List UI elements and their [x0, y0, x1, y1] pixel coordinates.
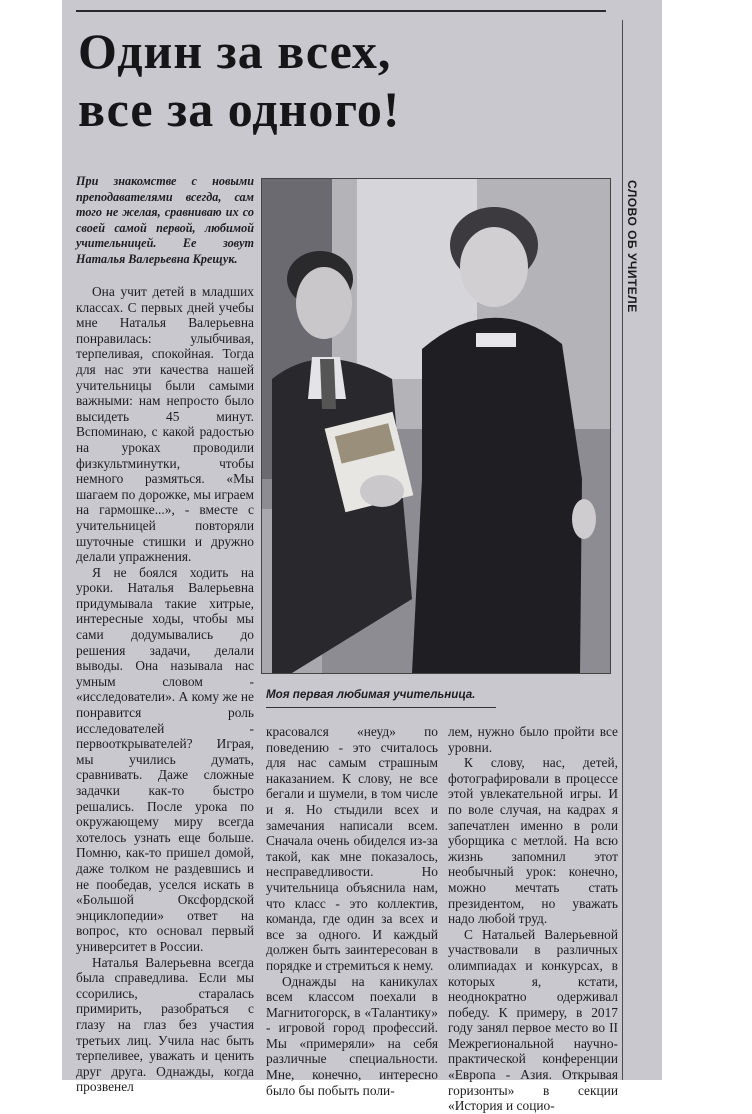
headline-line-1: Один за всех,: [78, 23, 392, 79]
paragraph: Она учит детей в младших классах. С первых дней учебы мне Наталья Валерьевна понравилась: улыбчивая, терпеливая, спокойная. Тогда для нас эти качества нашей учительницы были самыми важными: нам непросто было высидеть 45 минут. Вспоминаю, с какой радостью на уроках проводили физкультминутки, чтобы немного размяться. «Мы шагаем по дорожке, мы играем на гармошке...», - вместе с учительницей повторяли шуточные стишки и дружно делали упражнения.: [76, 284, 254, 565]
paragraph: красовался «неуд» по поведению - это считалось для нас самым страшным наказанием. К слову, не все бегали и шумели, в том числе и я. Но стыдили всех и замечания написали всем. Сначала очень обиделся из-за такой, как мне показалось, несправедливости. Но учительница объяснила нам, что класс - это коллектив, команда, где один за всех и все за одного. И каждый должен быть заинтересован в порядке и стремиться к нему.: [266, 724, 438, 973]
photo-caption: Моя первая любимая учительница.: [266, 688, 476, 701]
article-column-2: [266, 724, 438, 1098]
top-rule: [76, 10, 606, 12]
section-label-text: СЛОВО ОБ УЧИТЕЛЕ: [625, 180, 639, 313]
section-label: [625, 180, 645, 440]
article-column-3: [448, 724, 618, 1114]
column-divider: [622, 20, 623, 1080]
paragraph: С Натальей Валерьевной участвовали в различных олимпиадах и конкурсах, в которых я, кстати, неоднократно одерживал победу. К примеру, в 2017 году занял первое место во II Межрегиональной научно-практической конференции «Европа - Азия. Открывая горизонты» в секции «История и социо-: [448, 926, 618, 1114]
article-headline: [78, 22, 618, 138]
article-lead: При знакомстве с новыми преподавателями всегда, сам того не желая, сравниваю их со своей самой первой, любимой учительницей. Ее зовут Наталья Валерьевна Крещук.: [76, 174, 254, 266]
paragraph: лем, нужно было пройти все уровни.: [448, 724, 618, 755]
caption-rule: [266, 707, 496, 708]
paragraph: Однажды на каникулах всем классом поехали в Магнитогорск, в «Талантику» - игровой город профессий. Мы «примеряли» на себя различные специальности. Мне, конечно, интересно было бы побыть поли-: [266, 973, 438, 1098]
newspaper-page: [62, 0, 662, 1114]
headline-line-2: все за одного!: [78, 81, 401, 137]
article-photo: [261, 178, 611, 674]
paragraph: К слову, нас, детей, фотографировали в процессе этой увлекательной игры. И по воле случая, на кадрах я запечатлен именно в роли уборщика с метлой. На всю жизнь запомнил этот необычный урок: конечно, можно мечтать стать президентом, но уважать надо любой труд.: [448, 755, 618, 927]
paragraph: Я не боялся ходить на уроки. Наталья Валерьевна придумывала такие хитрые, интересные ходы, чтобы мы сами додумывались до решения задачи, делали выводы. Она называла нас умным словом - «исследователи». А кому же не понравится роль исследователей - первооткрывателей? Играя, мы учились думать, сравнивать. Даже сложные задачки как-то быстро решались. После урока по окружающему миру всегда хотелось узнать еще больше. Помню, как-то пришел домой, даже толком не раздевшись и не пообедав, уселся искать в «Большой Оксфордской энциклопедии» ответ на вопрос, кто основал первый университет в России.: [76, 564, 254, 954]
article-column-1: [76, 284, 254, 1095]
photo-teacher-and-student: [262, 179, 610, 673]
paragraph: Наталья Валерьевна всегда была справедлива. Если мы ссорились, старалась примирить, разобраться с глазу на глаз без участия третьих лиц. Учила нас быть терпеливее, уважать и ценить друг друга. Однажды, когда прозвенел: [76, 954, 254, 1095]
